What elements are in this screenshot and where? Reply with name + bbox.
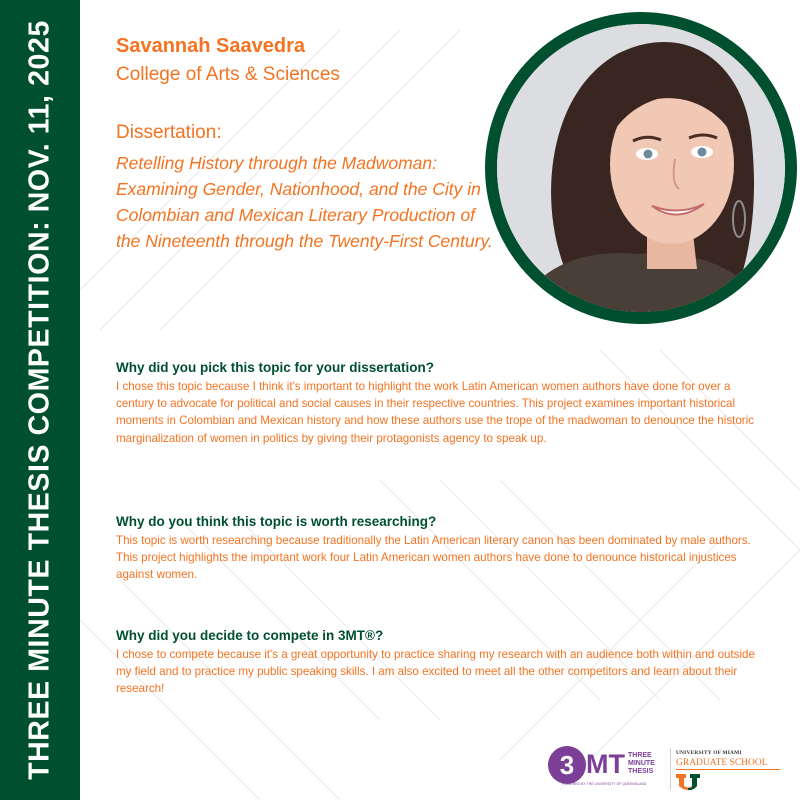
graduate-school-logo — [676, 750, 786, 795]
answer: I chose this topic because I think it's important to highlight the work Latin American women authors have done for over a century to advocate for political and social causes in their respective countries. This project examines important historical moments in Colombian and Mexican history and how these authors use the trope of the madwoman to denounce the historic marginalization of women in politics by giving their protagonists agency to speak up. — [116, 380, 755, 445]
sidebar-banner — [0, 0, 80, 800]
portrait-photo — [497, 24, 785, 312]
logo-digit: 3 — [548, 746, 586, 784]
dissertation-title: Retelling History through the Madwoman: Examining Gender, Nationhood, and the City in Colombian and Mexican Literary Production of the Nineteenth through the Twenty-First Century. — [116, 153, 493, 251]
u-logo-icon — [676, 774, 700, 792]
qa-block — [116, 514, 766, 584]
logo-words — [628, 752, 655, 776]
competition-title: THREE MINUTE THESIS COMPETITION: NOV. 11, 2025 — [23, 20, 56, 780]
logo-powered-by: POWERED BY THE UNIVERSITY OF QUEENSLAND — [562, 782, 647, 786]
question: Why do you think this topic is worth researching? — [116, 514, 437, 529]
college-name: College of Arts & Sciences — [116, 64, 340, 85]
question: Why did you decide to compete in 3MT®? — [116, 628, 384, 643]
question: Why did you pick this topic for your dissertation? — [116, 360, 435, 375]
student-name: Savannah Saavedra — [116, 35, 305, 57]
qa-block — [116, 628, 766, 698]
three-minute-thesis-logo — [548, 746, 666, 790]
qa-block — [116, 360, 766, 447]
logo-mark: MT — [586, 749, 625, 779]
logo-word: MINUTE — [628, 760, 655, 767]
graduate-school-name: GRADUATE SCHOOL — [676, 758, 768, 768]
logo-word: THESIS — [628, 768, 654, 775]
answer: I chose to compete because it's a great opportunity to practice sharing my research with an audience both within and outside my field and to practice my public speaking skills. I am also excited to meet all the other competitors and learn about their research! — [116, 648, 755, 696]
logo-rule — [676, 769, 780, 770]
university-name: UNIVERSITY OF MIAMI — [676, 750, 742, 756]
answer: This topic is worth researching because traditionally the Latin American literary canon has been dominated by male authors. This project highlights the important work four Latin American women authors have done to denounce historical injustices against women. — [116, 534, 751, 582]
dissertation-label: Dissertation: — [116, 122, 222, 143]
logo-word: THREE — [628, 752, 652, 759]
logo-divider — [670, 748, 671, 790]
